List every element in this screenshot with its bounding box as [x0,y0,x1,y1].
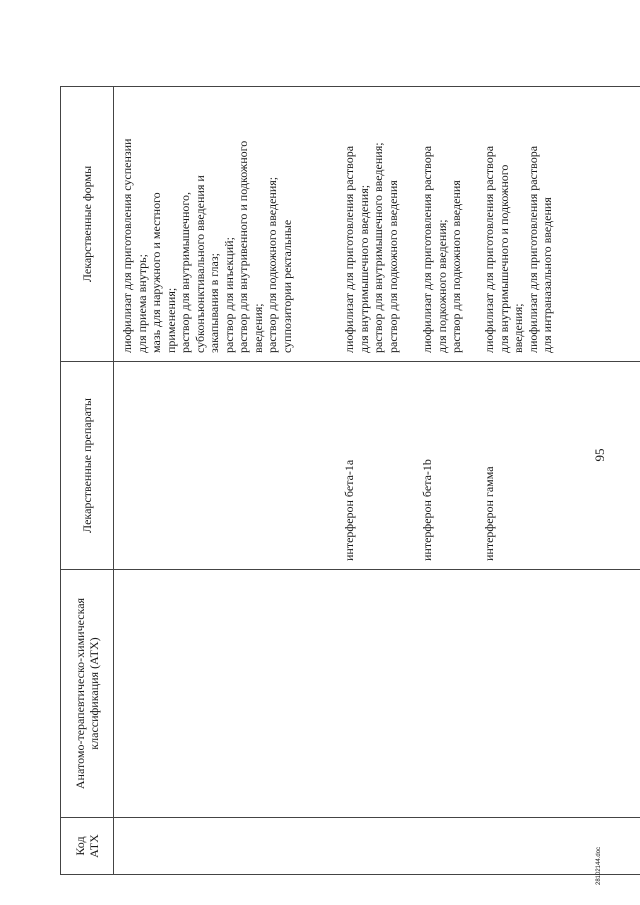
form-line: введения; [511,303,525,353]
form-line: лиофилизат для приготовления раствора [420,145,434,353]
cell-code [482,818,640,875]
cell-drug [114,362,343,570]
form-line: раствор для внутривенного и подкожного [236,140,250,353]
table-row [114,87,343,875]
form-line: лиофилизат для приготовления раствора [482,145,496,353]
cell-code [114,818,343,875]
cell-code [420,818,482,875]
header-atc-code: Код АТХ [61,818,114,875]
table-header-row [61,87,114,875]
form-line: раствор для подкожного введения [449,180,463,353]
table-row [420,87,482,875]
cell-forms [420,87,482,362]
form-line: раствор для подкожного введения; [265,176,279,353]
form-line: для приема внутрь; [134,254,149,353]
cell-atc [482,570,640,818]
form-line: мазь для наружного и местного [149,192,163,353]
cell-drug: интерферон гамма [482,362,640,570]
cell-forms [482,87,640,362]
cell-atc [420,570,482,818]
form-line: раствор для внутримышечного введения; [371,142,385,353]
page-number: 95 [592,448,607,462]
form-line: для внутримышечного и подкожного [496,164,511,353]
cell-atc [342,570,420,818]
atc-table [60,86,640,875]
cell-atc [114,570,343,818]
header-atc-classification: Анатомо-терапевтическо-химическая классификация (АТХ) [61,570,114,818]
form-line: раствор для подкожного введения [385,180,400,353]
header-dosage-forms: Лекарственные формы [61,87,114,362]
form-line: введения; [250,303,265,353]
form-line: лиофилизат для приготовления раствора [525,145,540,353]
cell-drug: интерферон бета-1b [420,362,482,570]
form-line: лиофилизат для приготовления суспензии [120,138,134,353]
form-line: для интраназального введения [540,197,554,353]
form-line: для подкожного введения; [434,219,449,353]
form-line: суппозитории ректальные [279,219,294,353]
table-row [482,87,640,875]
form-line: лиофилизат для приготовления раствора [342,145,356,353]
document-id: 28102144.doc [596,846,602,885]
form-line: для внутримышечного введения; [356,184,371,353]
cell-forms [114,87,343,362]
form-line: закапывания в глаз; [207,253,221,353]
form-line: раствор для инъекций; [221,237,236,353]
table-row [342,87,420,875]
cell-drug: интерферон бета-1a [342,362,420,570]
header-drugs: Лекарственные препараты [61,362,114,570]
form-line: раствор для внутримышечного, [178,192,192,353]
cell-forms [342,87,420,362]
cell-code [342,818,420,875]
form-line: субконъюнктивального введения и [192,175,207,353]
form-line: применения; [163,287,178,353]
